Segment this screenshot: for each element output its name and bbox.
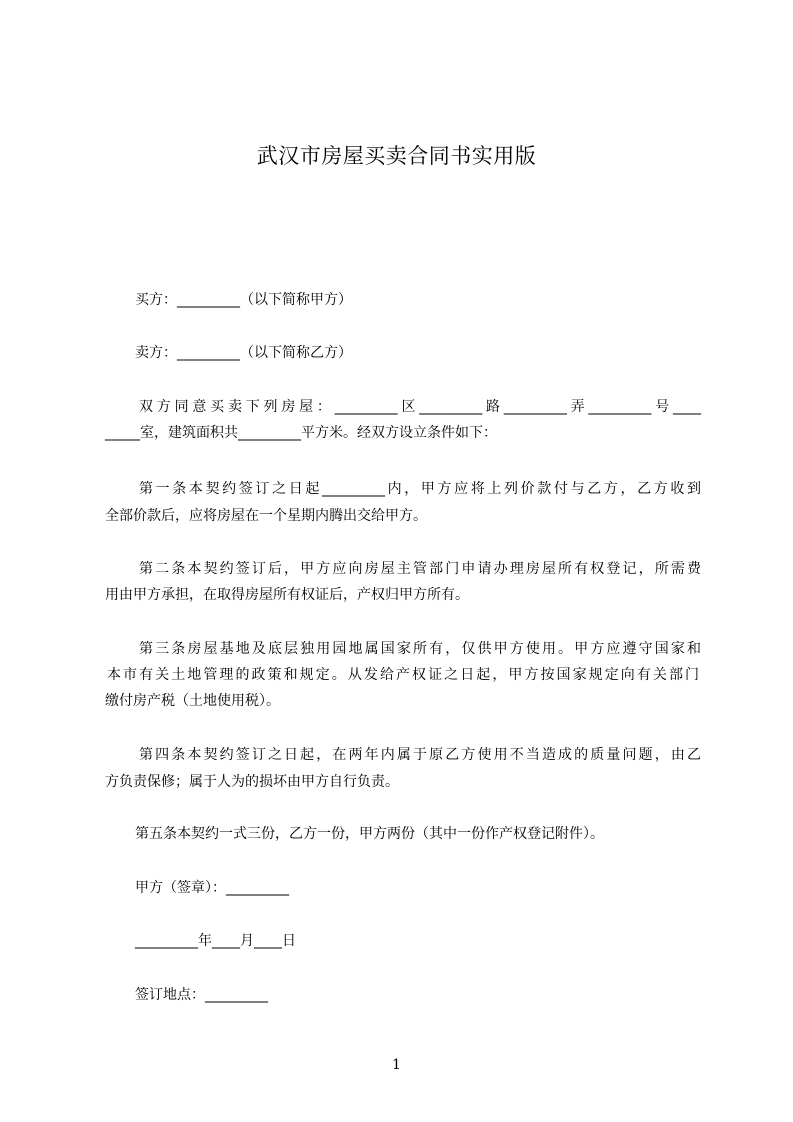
party-a-signature-line: 甲方（签章）：_________ bbox=[135, 880, 289, 896]
article-3-line-2: 本市有关土地管理的政策和规定。从发给产权证之日起，甲方按国家规定向有关部门 bbox=[107, 667, 699, 683]
signing-place-line: 签订地点：_________ bbox=[135, 987, 268, 1003]
date-line: _________年____月____日 bbox=[135, 933, 296, 949]
article-5-line: 第五条本契约一式三份，乙方一份，甲方两份（其中一份作产权登记附件）。 bbox=[135, 826, 604, 842]
seller-line: 卖方：_________（以下简称乙方） bbox=[135, 345, 352, 361]
article-2-line-2: 用由甲方承担，在取得房屋所有权证后，产权归甲方所有。 bbox=[105, 587, 469, 603]
page-number: 1 bbox=[392, 1057, 401, 1073]
document-title: 武汉市房屋买卖合同书实用版 bbox=[256, 144, 537, 168]
property-line-2: _____室，建筑面积共_________平方米。经双方设立条件如下： bbox=[105, 425, 497, 441]
article-4-line-1: 第四条本契约签订之日起，在两年内属于原乙方使用不当造成的质量问题，由乙 bbox=[139, 747, 701, 763]
article-1-line-2: 全部价款后，应将房屋在一个星期内腾出交给甲方。 bbox=[105, 508, 427, 524]
buyer-line: 买方：_________（以下简称甲方） bbox=[135, 292, 352, 308]
property-line-1: 双方同意买卖下列房屋：_________区_________路_________弄_________号____ bbox=[139, 399, 701, 415]
article-3-line-1: 第三条房屋基地及底层独用园地属国家所有，仅供甲方使用。甲方应遵守国家和 bbox=[139, 641, 701, 657]
article-4-line-2: 方负责保修；属于人为的损坏由甲方自行负责。 bbox=[105, 774, 399, 790]
article-3-line-3: 缴付房产税（土地使用税）。 bbox=[105, 693, 280, 709]
article-2-line-1: 第二条本契约签订后，甲方应向房屋主管部门申请办理房屋所有权登记，所需费 bbox=[139, 561, 701, 577]
article-1-line-1: 第一条本契约签订之日起_________内，甲方应将上列价款付与乙方，乙方收到 bbox=[139, 481, 701, 497]
